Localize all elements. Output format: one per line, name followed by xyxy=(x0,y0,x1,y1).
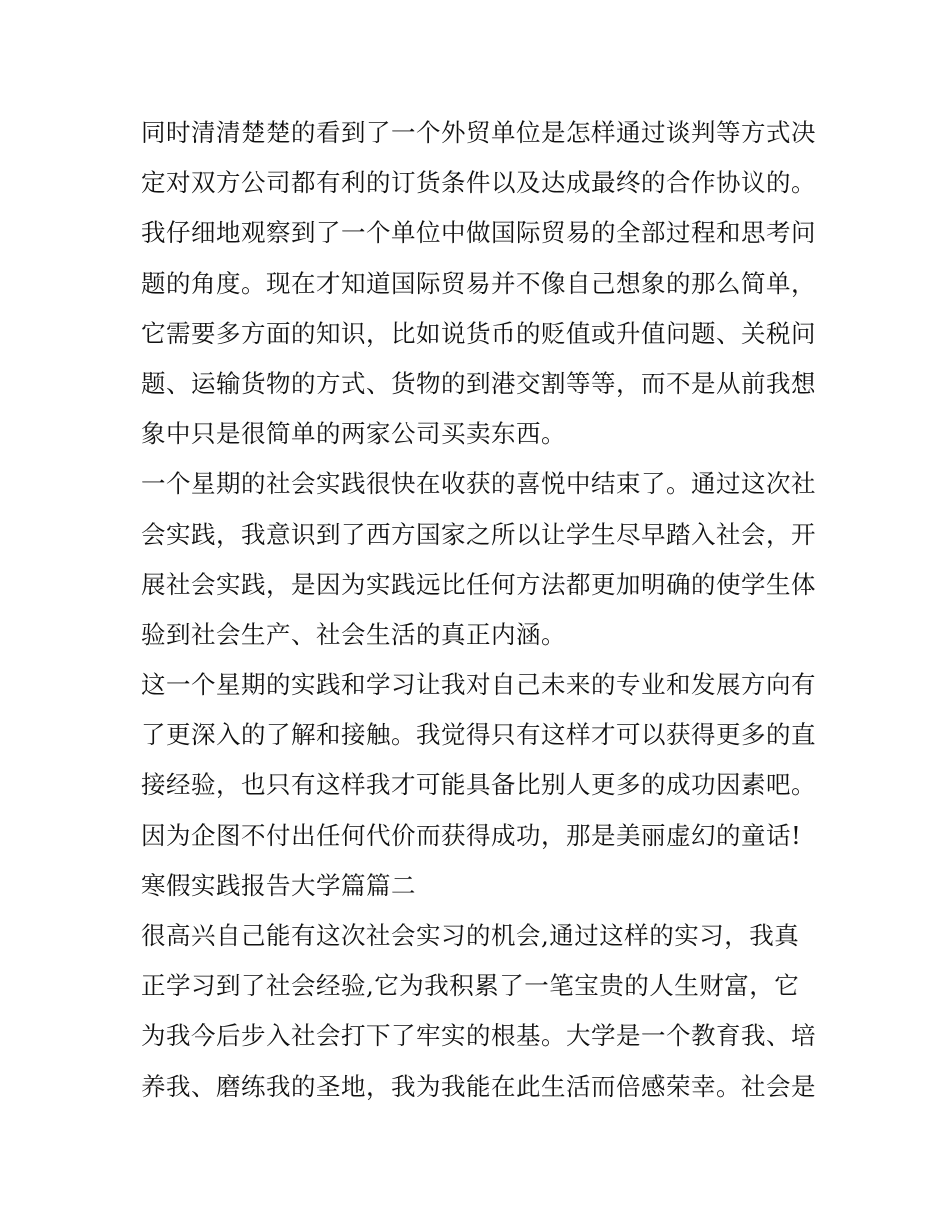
text-line: 这一个星期的实践和学习让我对自己未来的专业和发展方向有 xyxy=(141,670,816,700)
text-line: 因为企图不付出任何代价而获得成功，那是美丽虚幻的童话! xyxy=(141,820,802,850)
text-line: 题的角度。现在才知道国际贸易并不像自己想象的那么简单， xyxy=(141,268,816,298)
text-line: 它需要多方面的知识，比如说货币的贬值或升值问题、关税问 xyxy=(141,318,816,348)
text-line: 定对双方公司都有利的订货条件以及达成最终的合作协议的。 xyxy=(141,168,816,198)
text-line: 会实践，我意识到了西方国家之所以让学生尽早踏入社会，开 xyxy=(141,519,816,549)
text-line: 正学习到了社会经验,它为我积累了一笔宝贵的人生财富，它 xyxy=(141,971,800,1001)
document-body xyxy=(141,108,821,1112)
text-line: 展社会实践，是因为实践远比任何方法都更加明确的使学生体 xyxy=(141,569,816,599)
text-line: 题、运输货物的方式、货物的到港交割等等，而不是从前我想 xyxy=(141,368,816,398)
text-line: 一个星期的社会实践很快在收获的喜悦中结束了。通过这次社 xyxy=(141,469,816,499)
text-line: 同时清清楚楚的看到了一个外贸单位是怎样通过谈判等方式决 xyxy=(141,118,816,147)
text-line: 我仔细地观察到了一个单位中做国际贸易的全部过程和思考问 xyxy=(141,218,816,248)
text-line: 验到社会生产、社会生活的真正内涵。 xyxy=(141,619,566,649)
text-line: 了更深入的了解和接触。我觉得只有这样才可以获得更多的直 xyxy=(141,720,816,750)
text-line: 养我、磨练我的圣地，我为我能在此生活而倍感荣幸。社会是 xyxy=(141,1071,816,1101)
text-line: 为我今后步入社会打下了牢实的根基。大学是一个教育我、培 xyxy=(141,1021,816,1051)
text-line: 很高兴自己能有这次社会实习的机会,通过这样的实习，我真 xyxy=(141,921,800,950)
text-line: 象中只是很简单的两家公司买卖东西。 xyxy=(141,419,566,449)
section-heading: 寒假实践报告大学篇篇二 xyxy=(141,870,416,900)
text-line: 接经验，也只有这样我才可能具备比别人更多的成功因素吧。 xyxy=(141,770,816,800)
